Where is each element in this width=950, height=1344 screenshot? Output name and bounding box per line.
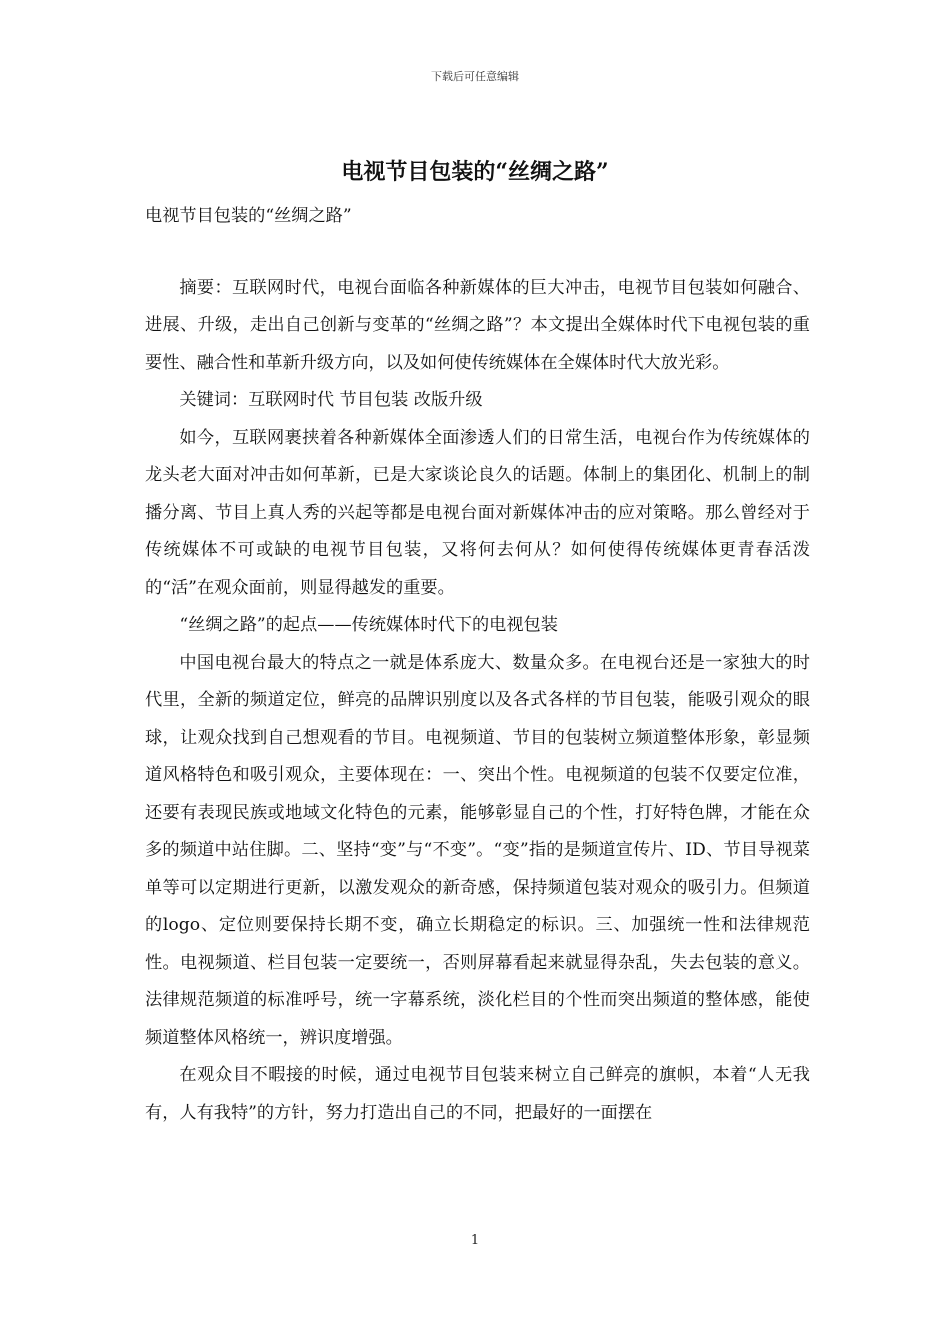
document-title: 电视节目包装的“丝绸之路” bbox=[341, 159, 609, 185]
keywords-paragraph: 关键词：互联网时代 节目包装 改版升级 bbox=[179, 390, 483, 410]
section-heading: “丝绸之路”的起点——传统媒体时代下的电视包装 bbox=[179, 615, 558, 635]
page-number: 1 bbox=[470, 1233, 480, 1248]
subtitle-line: 电视节目包装的“丝绸之路” bbox=[145, 206, 352, 226]
document-body bbox=[145, 198, 810, 1132]
blank-line bbox=[145, 236, 810, 270]
closing-paragraph: 在观众目不暇接的时候，通过电视节目包装来树立自己鲜亮的旗帜，本着“人无我有，人有我特”的方针，努力打造出自己的不同，把最好的一面摆在 bbox=[145, 1065, 810, 1123]
abstract-paragraph: 摘要：互联网时代，电视台面临各种新媒体的巨大冲击，电视节目包装如何融合、进展、升级，走出自己创新与变革的“丝绸之路”？本文提出全媒体时代下电视包装的重要性、融合性和革新升级方向，以及如何使传统媒体在全媒体时代大放光彩。 bbox=[145, 277, 810, 373]
header-note: 下载后可任意编辑 bbox=[431, 70, 519, 83]
china-tv-paragraph: 中国电视台最大的特点之一就是体系庞大、数量众多。在电视台还是一家独大的时代里，全新的频道定位，鲜亮的品牌识别度以及各式各样的节目包装，能吸引观众的眼球，让观众找到自己想观看的节目。电视频道、节目的包装树立频道整体形象，彰显频道风格特色和吸引观众，主要体现在：一、突出个性。电视频道的包装不仅要定位准，还要有表现民族或地域文化特色的元素，能够彰显自己的个性，打好特色牌，才能在众多的频道中站住脚。二、坚持“变”与“不变”。“变”指的是频道宣传片、ID、节目导视菜单等可以定期进行更新，以激发观众的新奇感，保持频道包装对观众的吸引力。但频道的logo、定位则要保持长期不变，确立长期稳定的标识。三、加强统一性和法律规范性。电视频道、栏目包装一定要统一，否则屏幕看起来就显得杂乱，失去包装的意义。法律规范频道的标准呼号，统一字幕系统，淡化栏目的个性而突出频道的整体感，能使频道整体风格统一，辨识度增强。 bbox=[145, 652, 810, 1048]
intro-paragraph: 如今，互联网裹挟着各种新媒体全面渗透人们的日常生活，电视台作为传统媒体的龙头老大面对冲击如何革新，已是大家谈论良久的话题。体制上的集团化、机制上的制播分离、节目上真人秀的兴起等都是电视台面对新媒体冲击的应对策略。那么曾经对于传统媒体不可或缺的电视节目包装，又将何去何从？如何使得传统媒体更青春活泼的“活”在观众面前，则显得越发的重要。 bbox=[145, 427, 810, 598]
